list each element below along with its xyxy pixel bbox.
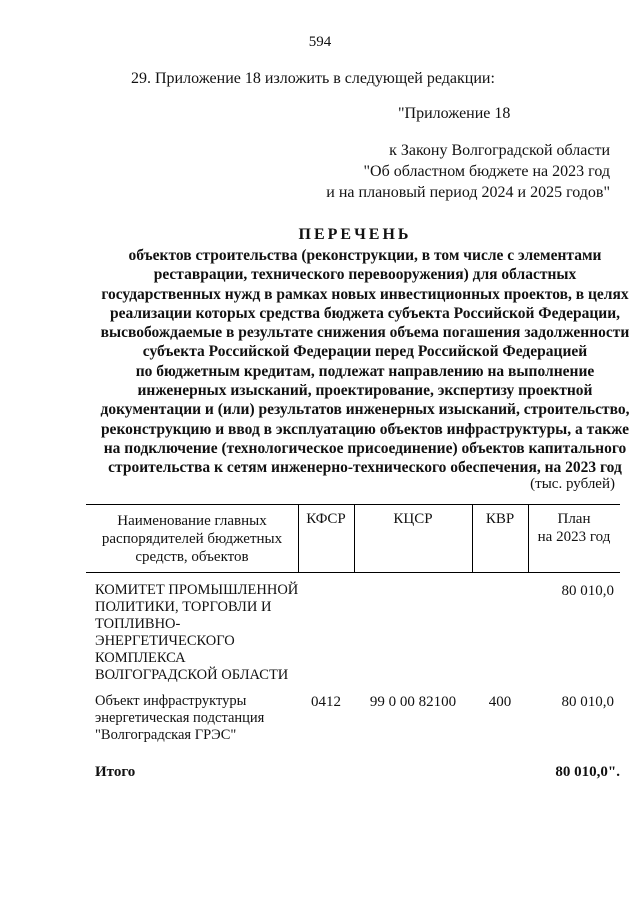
description-line: на подключение (технологическое присоединение) объектов капитального <box>103 439 627 457</box>
row-name-line: Объект инфраструктуры <box>95 693 247 709</box>
description-line: реализации которых средства бюджета субъекта Российской Федерации, <box>109 304 621 322</box>
header-name-line: средств, объектов <box>135 549 249 565</box>
header-kfsr: КФСР <box>306 511 346 527</box>
header-kvr: КВР <box>485 511 515 527</box>
list-title: ПЕРЕЧЕНЬ <box>298 226 412 243</box>
description-line: реконструкцию и ввод в эксплуатацию объектов инфраструктуры, а также <box>100 420 630 438</box>
row-name-committee <box>95 582 298 684</box>
row-name-line: энергетическая подстанция <box>95 710 265 726</box>
description-line: государственных нужд в рамках новых инвестиционных проектов, в целях <box>101 285 629 303</box>
description-line: высвобождаемые в результате снижения объема погашения задолженности <box>100 324 630 342</box>
row-kcsr-value: 99 0 00 82100 <box>369 694 457 710</box>
row-name-line: ВОЛГОГРАДСКОЙ ОБЛАСТИ <box>95 667 289 683</box>
row-name-line: "Волгоградская ГРЭС" <box>95 727 237 743</box>
appendix-line: "Об областном бюджете на 2023 год <box>363 163 610 180</box>
appendix-reference <box>300 140 610 203</box>
table-header-rule <box>86 572 620 573</box>
header-name <box>86 512 298 566</box>
amendment-intro: 29. Приложение 18 изложить в следующей редакции: <box>131 70 495 87</box>
description-line: инженерных изысканий, проектирование, экспертизу проектной <box>137 382 593 400</box>
row-plan-value: 80 010,0 <box>561 694 614 710</box>
appendix-title: "Приложение 18 <box>398 105 511 122</box>
appendix-line: к Закону Волгоградской области <box>389 142 610 159</box>
header-name-line: Наименование главных <box>117 513 267 529</box>
header-plan-line: на 2023 год <box>537 529 611 545</box>
row-name-object <box>95 693 264 744</box>
page-number: 594 <box>308 34 332 50</box>
description-line: реставрации, технического перевооружения) для областных <box>153 266 577 284</box>
description-line: субъекта Российской Федерации перед Российской Федерацией <box>142 343 588 361</box>
row-plan-value: 80 010,0 <box>561 583 614 599</box>
appendix-line: и на плановый период 2024 и 2025 годов" <box>326 184 610 201</box>
row-name-line: ПОЛИТИКИ, ТОРГОВЛИ И <box>95 599 272 615</box>
row-name-line: ТОПЛИВНО- <box>95 616 181 632</box>
row-kvr-value: 400 <box>488 694 512 710</box>
description-line: документации и (или) результатов инженерных изысканий, строительство, <box>100 401 630 419</box>
description-line: объектов строительства (реконструкции, в том числе с элементами <box>128 247 602 264</box>
header-plan-line: План <box>557 511 591 527</box>
table-top-rule <box>86 504 620 505</box>
description-line: строительства к сетям инженерно-технического обеспечения, на 2023 год <box>108 459 622 477</box>
row-kfsr-value: 0412 <box>311 694 341 710</box>
description-line: по бюджетным кредитам, подлежат направлению на выполнение <box>135 362 595 380</box>
header-plan <box>528 510 620 546</box>
units-note: (тыс. рублей) <box>530 476 615 492</box>
row-name-line: ЭНЕРГЕТИЧЕСКОГО <box>95 633 235 649</box>
total-label: Итого <box>95 764 136 780</box>
header-kcsr: КЦСР <box>393 511 433 527</box>
header-name-line: распорядителей бюджетных <box>101 531 283 547</box>
list-description <box>80 246 640 478</box>
total-value: 80 010,0". <box>555 764 620 780</box>
row-name-line: КОМИТЕТ ПРОМЫШЛЕННОЙ <box>95 582 299 598</box>
row-name-line: КОМПЛЕКСА <box>95 650 186 666</box>
